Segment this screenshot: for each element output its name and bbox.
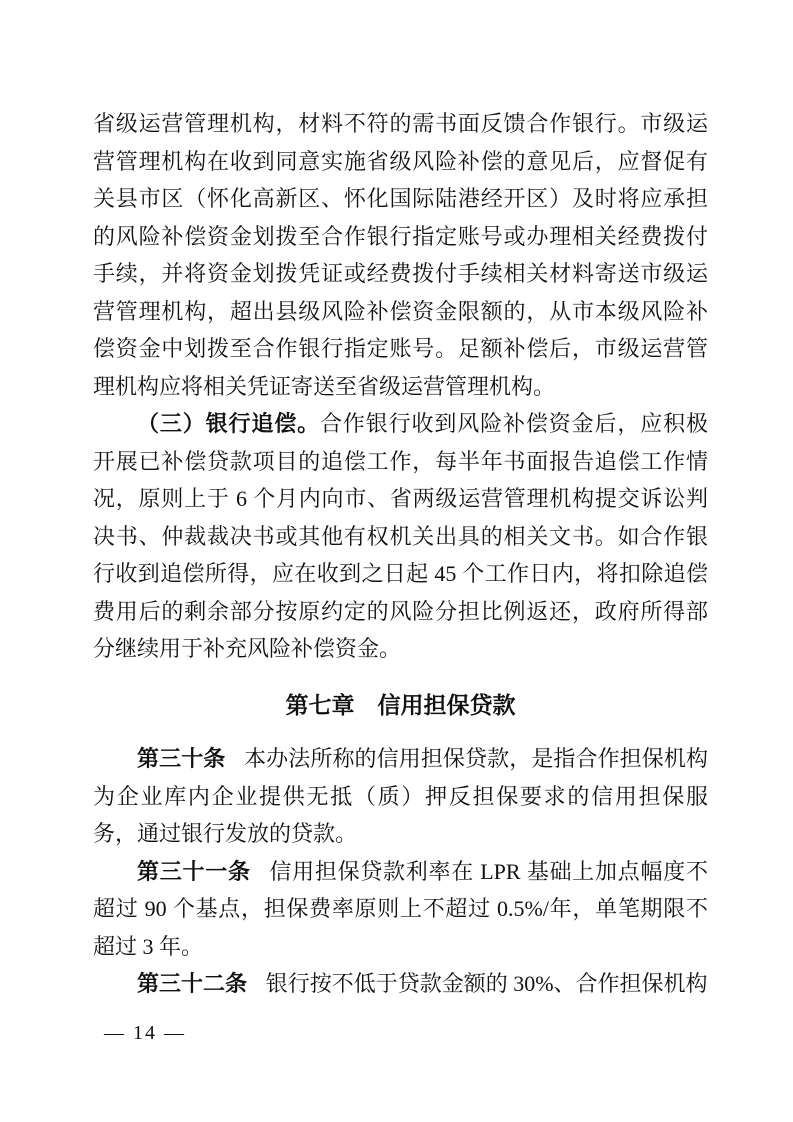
- paragraph-text: 合作银行收到风险补偿资金后，应积极开展已补偿贷款项目的追偿工作，每半年书面报告追偿工作情况，原则上于 6 个月内向市、省两级运营管理机构提交诉讼判决书、仲裁裁决书或其他有权机关出具的相关文书。如合作银行收到追偿所得，应在收到之日起 45 个工作日内，将扣除追偿费用后的剩余部分按原约定的风险分担比例返还，政府所得部分继续用于补充风险补偿资金。: [93, 411, 708, 661]
- paragraph-text: 银行按不低于贷款金额的 30%、合作担保机构: [265, 971, 708, 996]
- chapter-heading: 第七章 信用担保贷款: [285, 691, 516, 718]
- clause-lead: （三）银行追偿。: [137, 411, 320, 436]
- paragraph-text: 省级运营管理机构，材料不符的需书面反馈合作银行。市级运营管理机构在收到同意实施省级风险补偿的意见后，应督促有关县市区（怀化高新区、怀化国际陆港经开区）及时将应承担的风险补偿资金划拨至合作银行指定账号或办理相关经费拨付手续，并将资金划拨凭证或经费拨付手续相关材料寄送市级运营管理机构，超出县级风险补偿资金限额的，从市本级风险补偿资金中划拨至合作银行指定账号。足额补偿后，市级运营管理机构应将相关凭证寄送至省级运营管理机构。: [93, 111, 708, 399]
- article-number: 第三十一条: [137, 858, 251, 884]
- page-number: — 14 —: [104, 1022, 186, 1044]
- body-paragraph: [93, 105, 708, 405]
- body-paragraph: [93, 740, 708, 853]
- body-paragraph: [93, 405, 708, 668]
- document-body: [93, 105, 708, 1003]
- paragraph-text: 信用担保贷款利率在 LPR 基础上加点幅度不超过 90 个基点，担保费率原则上不超过 0.5%/年，单笔期限不超过 3 年。: [93, 858, 708, 959]
- body-paragraph: [93, 853, 708, 966]
- paragraph-text: 本办法所称的信用担保贷款，是指合作担保机构为企业库内企业提供无抵（质）押反担保要求的信用担保服务，通过银行发放的贷款。: [93, 746, 708, 846]
- article-number: 第三十条: [137, 746, 226, 771]
- article-number: 第三十二条: [137, 971, 248, 996]
- body-paragraph: [93, 965, 708, 1003]
